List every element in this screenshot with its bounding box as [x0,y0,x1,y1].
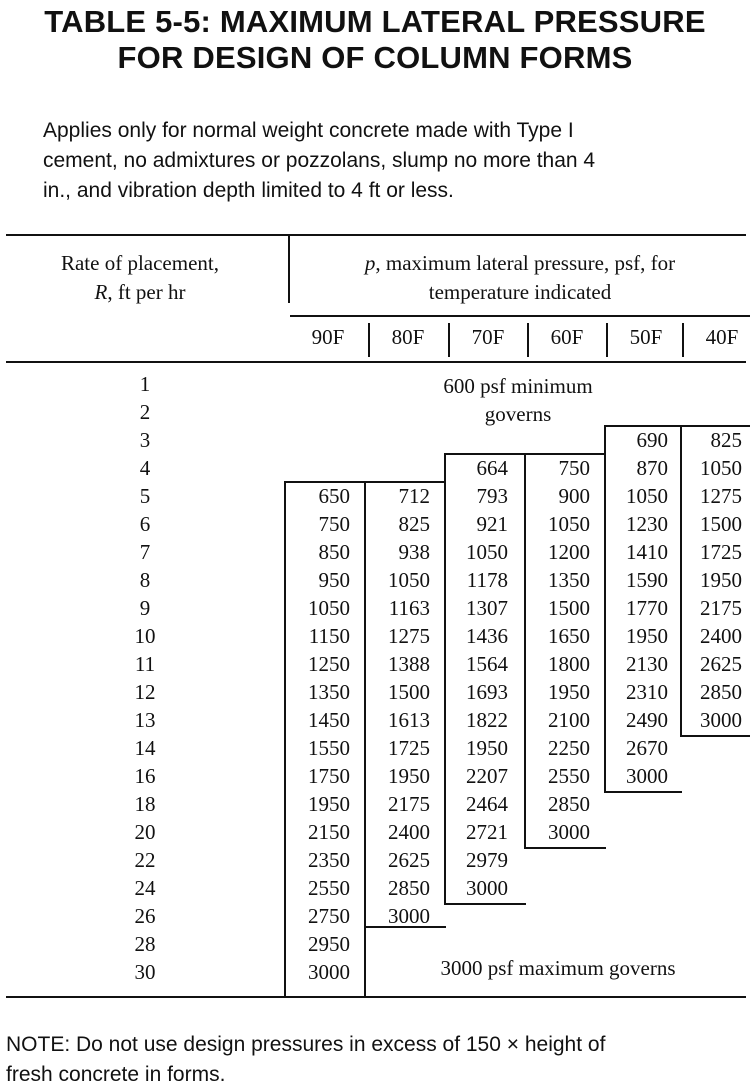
minimum-text-line: governs [484,402,552,426]
pressure-cell: 1178 [466,568,508,592]
temp-divider [368,323,370,357]
pressure-cell: 1500 [388,680,430,704]
pressure-cell: 793 [476,484,508,508]
pressure-cell: 825 [398,512,430,536]
pressure-cell: 1822 [466,708,508,732]
rate-header-line [0,278,280,307]
pressure-cell: 938 [398,540,430,564]
pressure-cell: 2175 [388,792,430,816]
rate-column-header [0,249,280,307]
temp-divider [448,323,450,357]
pressure-cell: 1050 [308,596,350,620]
pressure-cell: 1450 [308,708,350,732]
pressure-cell: 2310 [626,680,668,704]
pressure-cell: 1590 [626,568,668,592]
title-line-2: FOR DESIGN OF COLUMN FORMS [117,40,633,75]
header-bottom-rule [6,361,746,363]
pressure-cell: 1725 [700,540,742,564]
pressure-cell: 900 [558,484,590,508]
pressure-cell: 950 [318,568,350,592]
pressure-cell: 1950 [308,792,350,816]
pressure-cell: 2670 [626,736,668,760]
minimum-governs-note [290,372,746,428]
pressure-cell: 3000 [308,960,350,984]
pressure-cell: 1693 [466,680,508,704]
pressure-cell: 2721 [466,820,508,844]
pressure-cell: 2464 [466,792,508,816]
pressure-cell: 712 [398,484,430,508]
pressure-cell: 1564 [466,652,508,676]
temp-header: 70F [471,325,505,349]
rate-cell: 2 [139,400,151,424]
pressure-cell: 1613 [388,708,430,732]
max-boundary-rule [680,735,750,737]
temp-divider [527,323,529,357]
temp-divider [682,323,684,357]
pressure-cell: 1950 [548,680,590,704]
pressure-cell: 2850 [388,876,430,900]
intro-line: Applies only for normal weight concrete made with Type I [43,119,574,142]
pressure-header-text: , maximum lateral pressure, psf, for [375,251,676,275]
pressure-cell: 1050 [388,568,430,592]
rate-cell: 20 [134,820,156,844]
pressure-cell: 1410 [626,540,668,564]
temperature-row-rule [290,315,750,317]
pressure-header-line [290,249,750,278]
rate-cell: 11 [134,652,156,676]
rate-header-line: Rate of placement, [60,251,219,275]
pressure-cell: 1350 [308,680,350,704]
pressure-cell: 1230 [626,512,668,536]
rate-cell: 3 [139,428,151,452]
pressure-cell: 1950 [388,764,430,788]
pressure-header-line: temperature indicated [428,280,612,304]
pressure-cell: 2350 [308,848,350,872]
pressure-cell: 1275 [700,484,742,508]
pressure-cell: 825 [710,428,742,452]
pressure-cell: 1150 [308,624,350,648]
pressure-cell: 664 [476,456,508,480]
pressure-cell: 1750 [308,764,350,788]
temp-divider [606,323,608,357]
pressure-cell: 2850 [700,680,742,704]
pressure-cell: 1275 [388,624,430,648]
rate-cell: 4 [139,456,151,480]
pressure-cell: 1050 [466,540,508,564]
pressure-cell: 1050 [548,512,590,536]
temp-header: 40F [705,325,739,349]
table-top-rule [6,234,746,236]
pressure-cell: 2400 [700,624,742,648]
pressure-cell: 2100 [548,708,590,732]
pressure-cell: 870 [636,456,668,480]
pressure-cell: 3000 [548,820,590,844]
pressure-cell: 2950 [308,932,350,956]
note-line: NOTE: Do not use design pressures in excess of 150 × height of [6,1033,606,1056]
rate-cell: 28 [134,932,156,956]
pressure-cell: 1350 [548,568,590,592]
pressure-cell: 1050 [626,484,668,508]
pressure-cell: 1650 [548,624,590,648]
rate-cell: 26 [134,904,156,928]
rate-cell: 13 [134,708,156,732]
pressure-cell: 1388 [388,652,430,676]
pressure-variable: p [364,251,376,275]
rate-cell: 22 [134,848,156,872]
pressure-cell: 2979 [466,848,508,872]
temp-header: 50F [629,325,663,349]
rate-cell: 5 [139,484,151,508]
pressure-cell: 2625 [700,652,742,676]
pressure-cell: 850 [318,540,350,564]
pressure-cell: 2250 [548,736,590,760]
temp-header: 90F [311,325,345,349]
pressure-cell: 690 [636,428,668,452]
pressure-cell: 3000 [388,904,430,928]
page-title [0,4,750,76]
rate-header-unit: , ft per hr [107,280,186,304]
pressure-cell: 1950 [466,736,508,760]
rate-cell: 10 [134,624,156,648]
pressure-cell: 2130 [626,652,668,676]
pressure-cell: 1050 [700,456,742,480]
rate-cell: 7 [139,540,151,564]
pressure-cell: 2550 [548,764,590,788]
rate-cell: 6 [139,512,151,536]
intro-line: in., and vibration depth limited to 4 ft or less. [43,179,454,202]
pressure-cell: 1500 [548,596,590,620]
rate-cell: 1 [139,372,151,396]
pressure-cell: 1200 [548,540,590,564]
pressure-cell: 2550 [308,876,350,900]
max-boundary-rule [604,791,682,793]
pressure-cell: 2750 [308,904,350,928]
pressure-cell: 2207 [466,764,508,788]
pressure-cell: 2150 [308,820,350,844]
pressure-cell: 1950 [700,568,742,592]
pressure-cell: 2850 [548,792,590,816]
temp-header: 80F [391,325,425,349]
table-bottom-rule [6,996,746,998]
pressure-cell: 921 [476,512,508,536]
maximum-governs-note: 3000 psf maximum governs [440,956,676,980]
pressure-column-header [290,249,750,307]
pressure-cell: 2490 [626,708,668,732]
pressure-cell: 1950 [626,624,668,648]
pressure-cell: 650 [318,484,350,508]
header-divider [288,234,290,303]
pressure-cell: 1770 [626,596,668,620]
pressure-cell: 1550 [308,736,350,760]
pressure-cell: 2175 [700,596,742,620]
rate-cell: 18 [134,792,156,816]
note-line: fresh concrete in forms. [6,1063,226,1086]
max-boundary-rule [444,903,526,905]
temp-header: 60F [550,325,584,349]
pressure-cell: 1436 [466,624,508,648]
title-line-1: TABLE 5-5: MAXIMUM LATERAL PRESSURE [44,4,706,39]
rate-cell: 9 [139,596,151,620]
rate-cell: 24 [134,876,156,900]
intro-paragraph [43,116,723,206]
rate-cell: 8 [139,568,151,592]
pressure-cell: 1250 [308,652,350,676]
rate-cell: 14 [134,736,156,760]
rate-variable: R [94,280,108,304]
pressure-cell: 3000 [466,876,508,900]
pressure-cell: 750 [318,512,350,536]
pressure-cell: 3000 [626,764,668,788]
intro-line: cement, no admixtures or pozzolans, slump no more than 4 [43,149,596,172]
rate-cell: 12 [134,680,156,704]
minimum-text-line: 600 psf minimum [443,374,593,398]
footnote [6,1030,746,1090]
pressure-cell: 3000 [700,708,742,732]
rate-cell: 30 [134,960,156,984]
pressure-cell: 1307 [466,596,508,620]
pressure-cell: 1800 [548,652,590,676]
pressure-cell: 1725 [388,736,430,760]
pressure-cell: 750 [558,456,590,480]
pressure-cell: 2400 [388,820,430,844]
rate-cell: 16 [134,764,156,788]
pressure-cell: 2625 [388,848,430,872]
pressure-cell: 1163 [388,596,430,620]
pressure-cell: 1500 [700,512,742,536]
max-boundary-rule [524,847,606,849]
